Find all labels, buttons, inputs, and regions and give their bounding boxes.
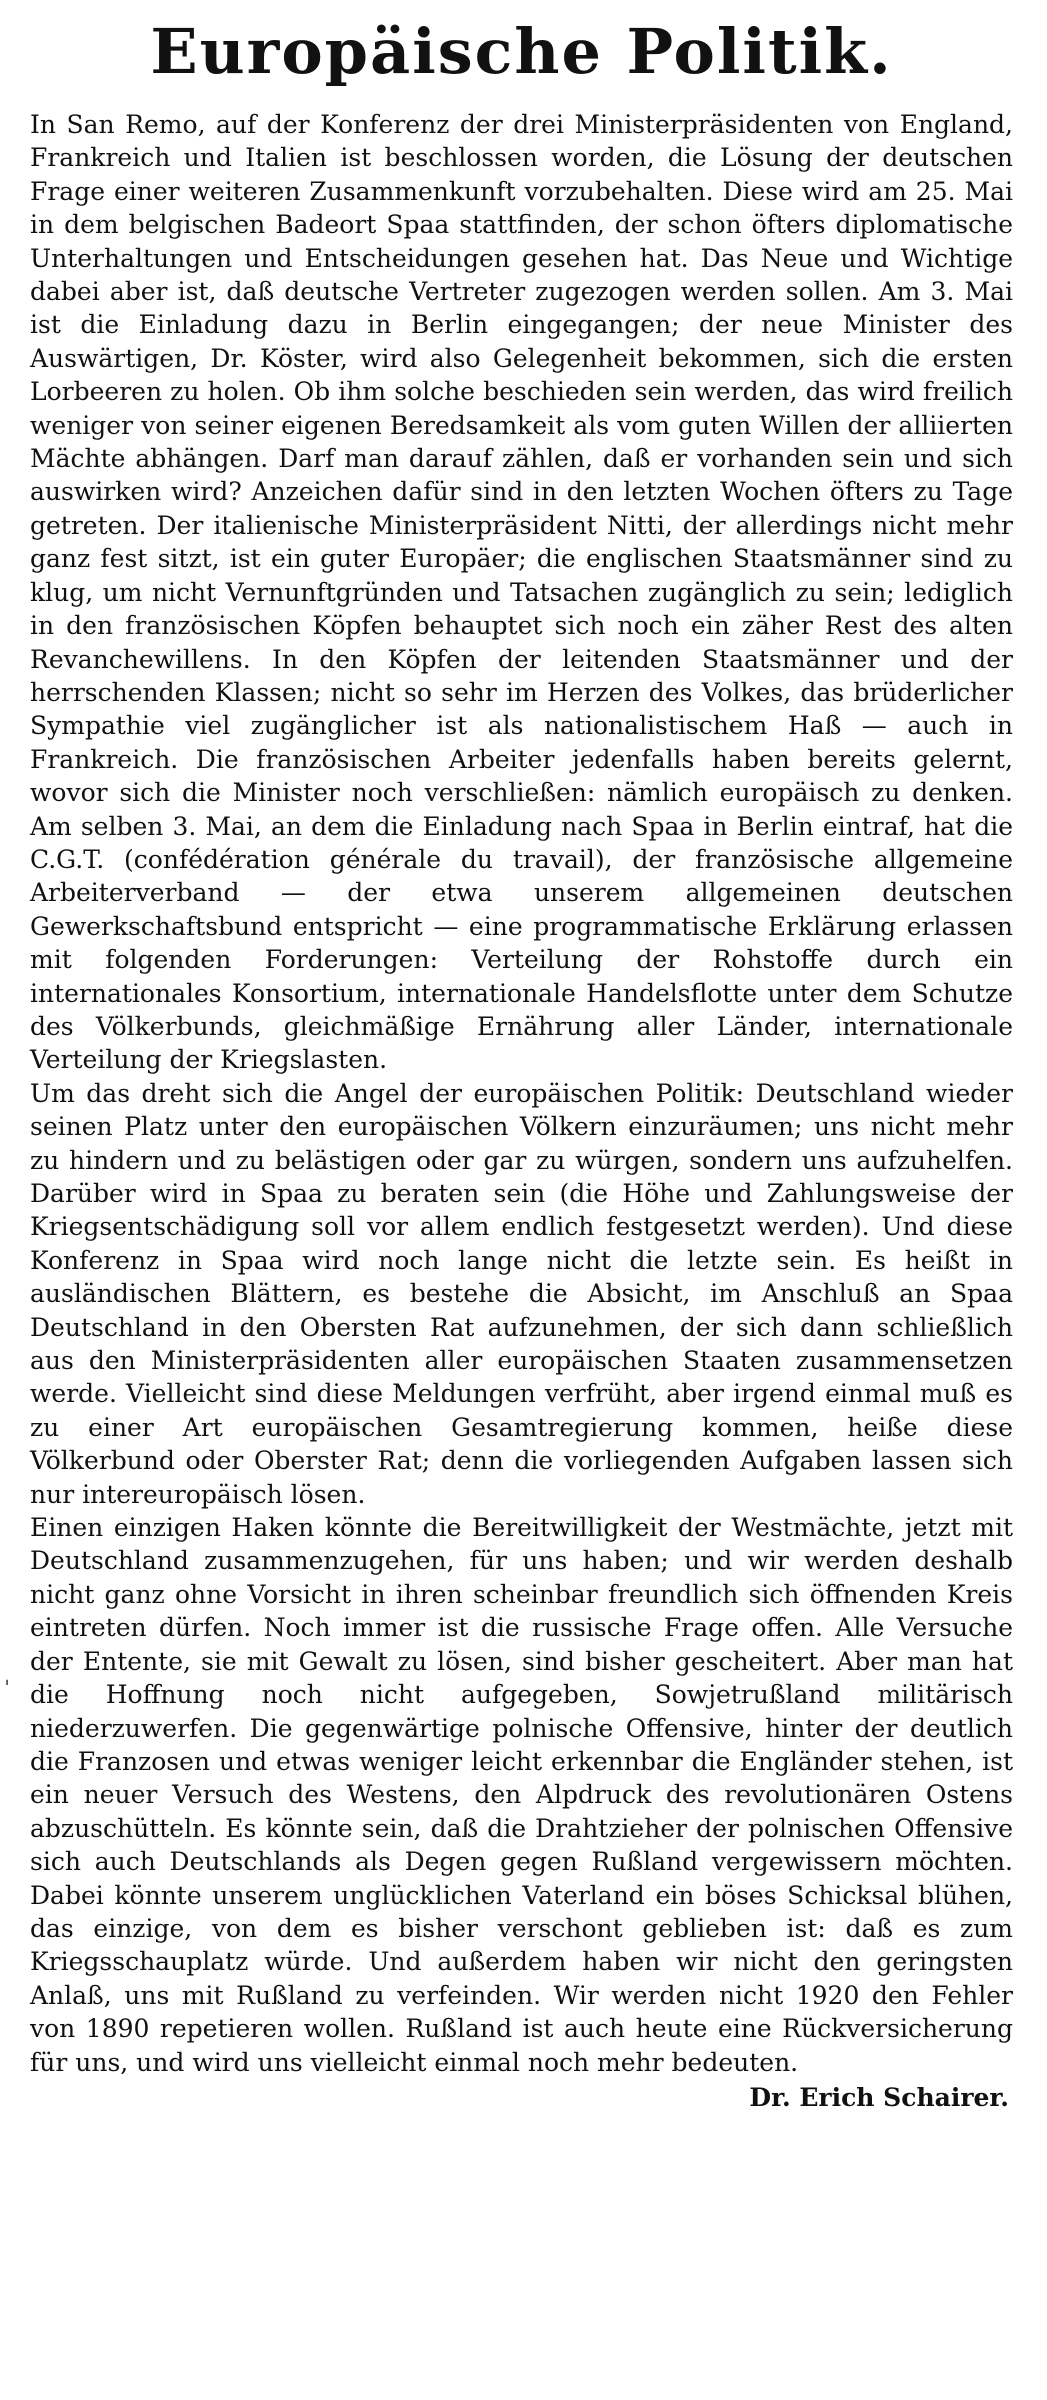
article-paragraph-3: Einen einzigen Haken könnte die Bereitwilligkeit der Westmächte, jetzt mit Deutschland zusammenzugehen, für uns haben; und wir werden deshalb nicht ganz ohne Vorsicht in ihren scheinbar freundlich sich öffnenden Kreis eintreten dürfen. Noch immer ist die russische Frage offen. Alle Versuche der Entente, sie mit Gewalt zu lösen, sind bisher gescheitert. Aber man hat die Hoffnung noch nicht aufgegeben, Sowjetrußland militärisch niederzuwerfen. Die gegenwärtige polnische Offensive, hinter der deutlich die Franzosen und etwas weniger leicht erkennbar die Engländer stehen, ist ein neuer Versuch des Westens, den Alpdruck des revolutionären Ostens abzuschütteln. Es könnte sein, daß die Drahtzieher der polnischen Offensive sich auch Deutschlands als Degen gegen Rußland vergewissern möchten. Dabei könnte unserem unglücklichen Vaterland ein böses Schicksal blühen, das einzige, von dem es bisher verschont geblieben ist: daß es zum Kriegsschauplatz würde. Und außerdem haben wir nicht den geringsten Anlaß, uns mit Rußland zu verfeinden. Wir werden nicht 1920 den Fehler von 1890 repetieren wollen. Rußland ist auch heute eine Rückversicherung für uns, und wird uns vielleicht einmal noch mehr bedeuten. bbox=[30, 1513, 1013, 2077]
article-paragraph-1: In San Remo, auf der Konferenz der drei Ministerpräsidenten von England, Frankreich und Italien ist beschlossen worden, die Lösung der deutschen Frage einer weiteren Zusammenkunft vorzubehalten. Diese wird am 25. Mai in dem belgischen Badeort Spaa stattfinden, der schon öfters diplomatische Unterhaltungen und Entscheidungen gesehen hat. Das Neue und Wichtige dabei aber ist, daß deutsche Vertreter zugezogen werden sollen. Am 3. Mai ist die Einladung dazu in Berlin eingegangen; der neue Minister des Auswärtigen, Dr. Köster, wird also Gelegenheit bekommen, sich die ersten Lorbeeren zu holen. Ob ihm solche beschieden sein werden, das wird freilich weniger von seiner eigenen Beredsamkeit als vom guten Willen der alliierten Mächte abhängen. Darf man darauf zählen, daß er vorhanden sein und sich auswirken wird? Anzeichen dafür sind in den letzten Wochen öfters zu Tage getreten. Der italienische Ministerpräsident Nitti, der allerdings nicht mehr ganz fest sitzt, ist ein guter Europäer; die englischen Staatsmänner sind zu klug, um nicht Vernunftgründen und Tatsachen zugänglich zu sein; lediglich in den französischen Köpfen behauptet sich noch ein zäher Rest des alten Revanchewillens. In den Köpfen der leitenden Staatsmänner und der herrschenden Klassen; nicht so sehr im Herzen des Volkes, das brüderlicher Sympathie viel zugänglicher ist als nationalistischem Haß — auch in Frankreich. Die französischen Arbeiter jedenfalls haben bereits gelernt, wovor sich die Minister noch verschließen: nämlich europäisch zu denken. Am selben 3. Mai, an dem die Einladung nach Spaa in Berlin eintraf, hat die C.G.T. (confédération générale du travail), der französische allgemeine Arbeiterverband — der etwa unserem allgemeinen deutschen Gewerkschaftsbund entspricht — eine programmatische Erklärung erlassen mit folgenden Forderungen: Verteilung der Rohstoffe durch ein internationales Konsortium, internationale Handelsflotte unter dem Schutze des Völkerbunds, gleichmäßige Ernährung aller Länder, internationale Verteilung der Kriegslasten. bbox=[30, 110, 1013, 1075]
author-signature: Dr. Erich Schairer. bbox=[749, 2082, 1009, 2112]
article-paragraph-2: Um das dreht sich die Angel der europäischen Politik: Deutschland wieder seinen Platz unter den europäischen Völkern einzuräumen; uns nicht mehr zu hindern und zu belästigen oder gar zu würgen, sondern uns aufzuhelfen. Darüber wird in Spaa zu beraten sein (die Höhe und Zahlungsweise der Kriegsentschädigung soll vor allem endlich festgesetzt werden). Und diese Konferenz in Spaa wird noch lange nicht die letzte sein. Es heißt in ausländischen Blättern, es bestehe die Absicht, im Anschluß an Spaa Deutschland in den Obersten Rat aufzunehmen, der sich dann schließlich aus den Ministerpräsidenten aller europäischen Staaten zusammensetzen werde. Vielleicht sind diese Meldungen verfrüht, aber irgend einmal muß es zu einer Art europäischen Gesamtregierung kommen, heiße diese Völkerbund oder Oberster Rat; denn die vorliegenden Aufgaben lassen sich nur intereuropäisch lösen. bbox=[30, 1078, 1013, 1509]
article-body bbox=[30, 108, 1013, 2114]
margin-tick-mark: ˈ bbox=[4, 1678, 11, 1703]
article-headline: Europäische Politik. bbox=[150, 15, 893, 88]
